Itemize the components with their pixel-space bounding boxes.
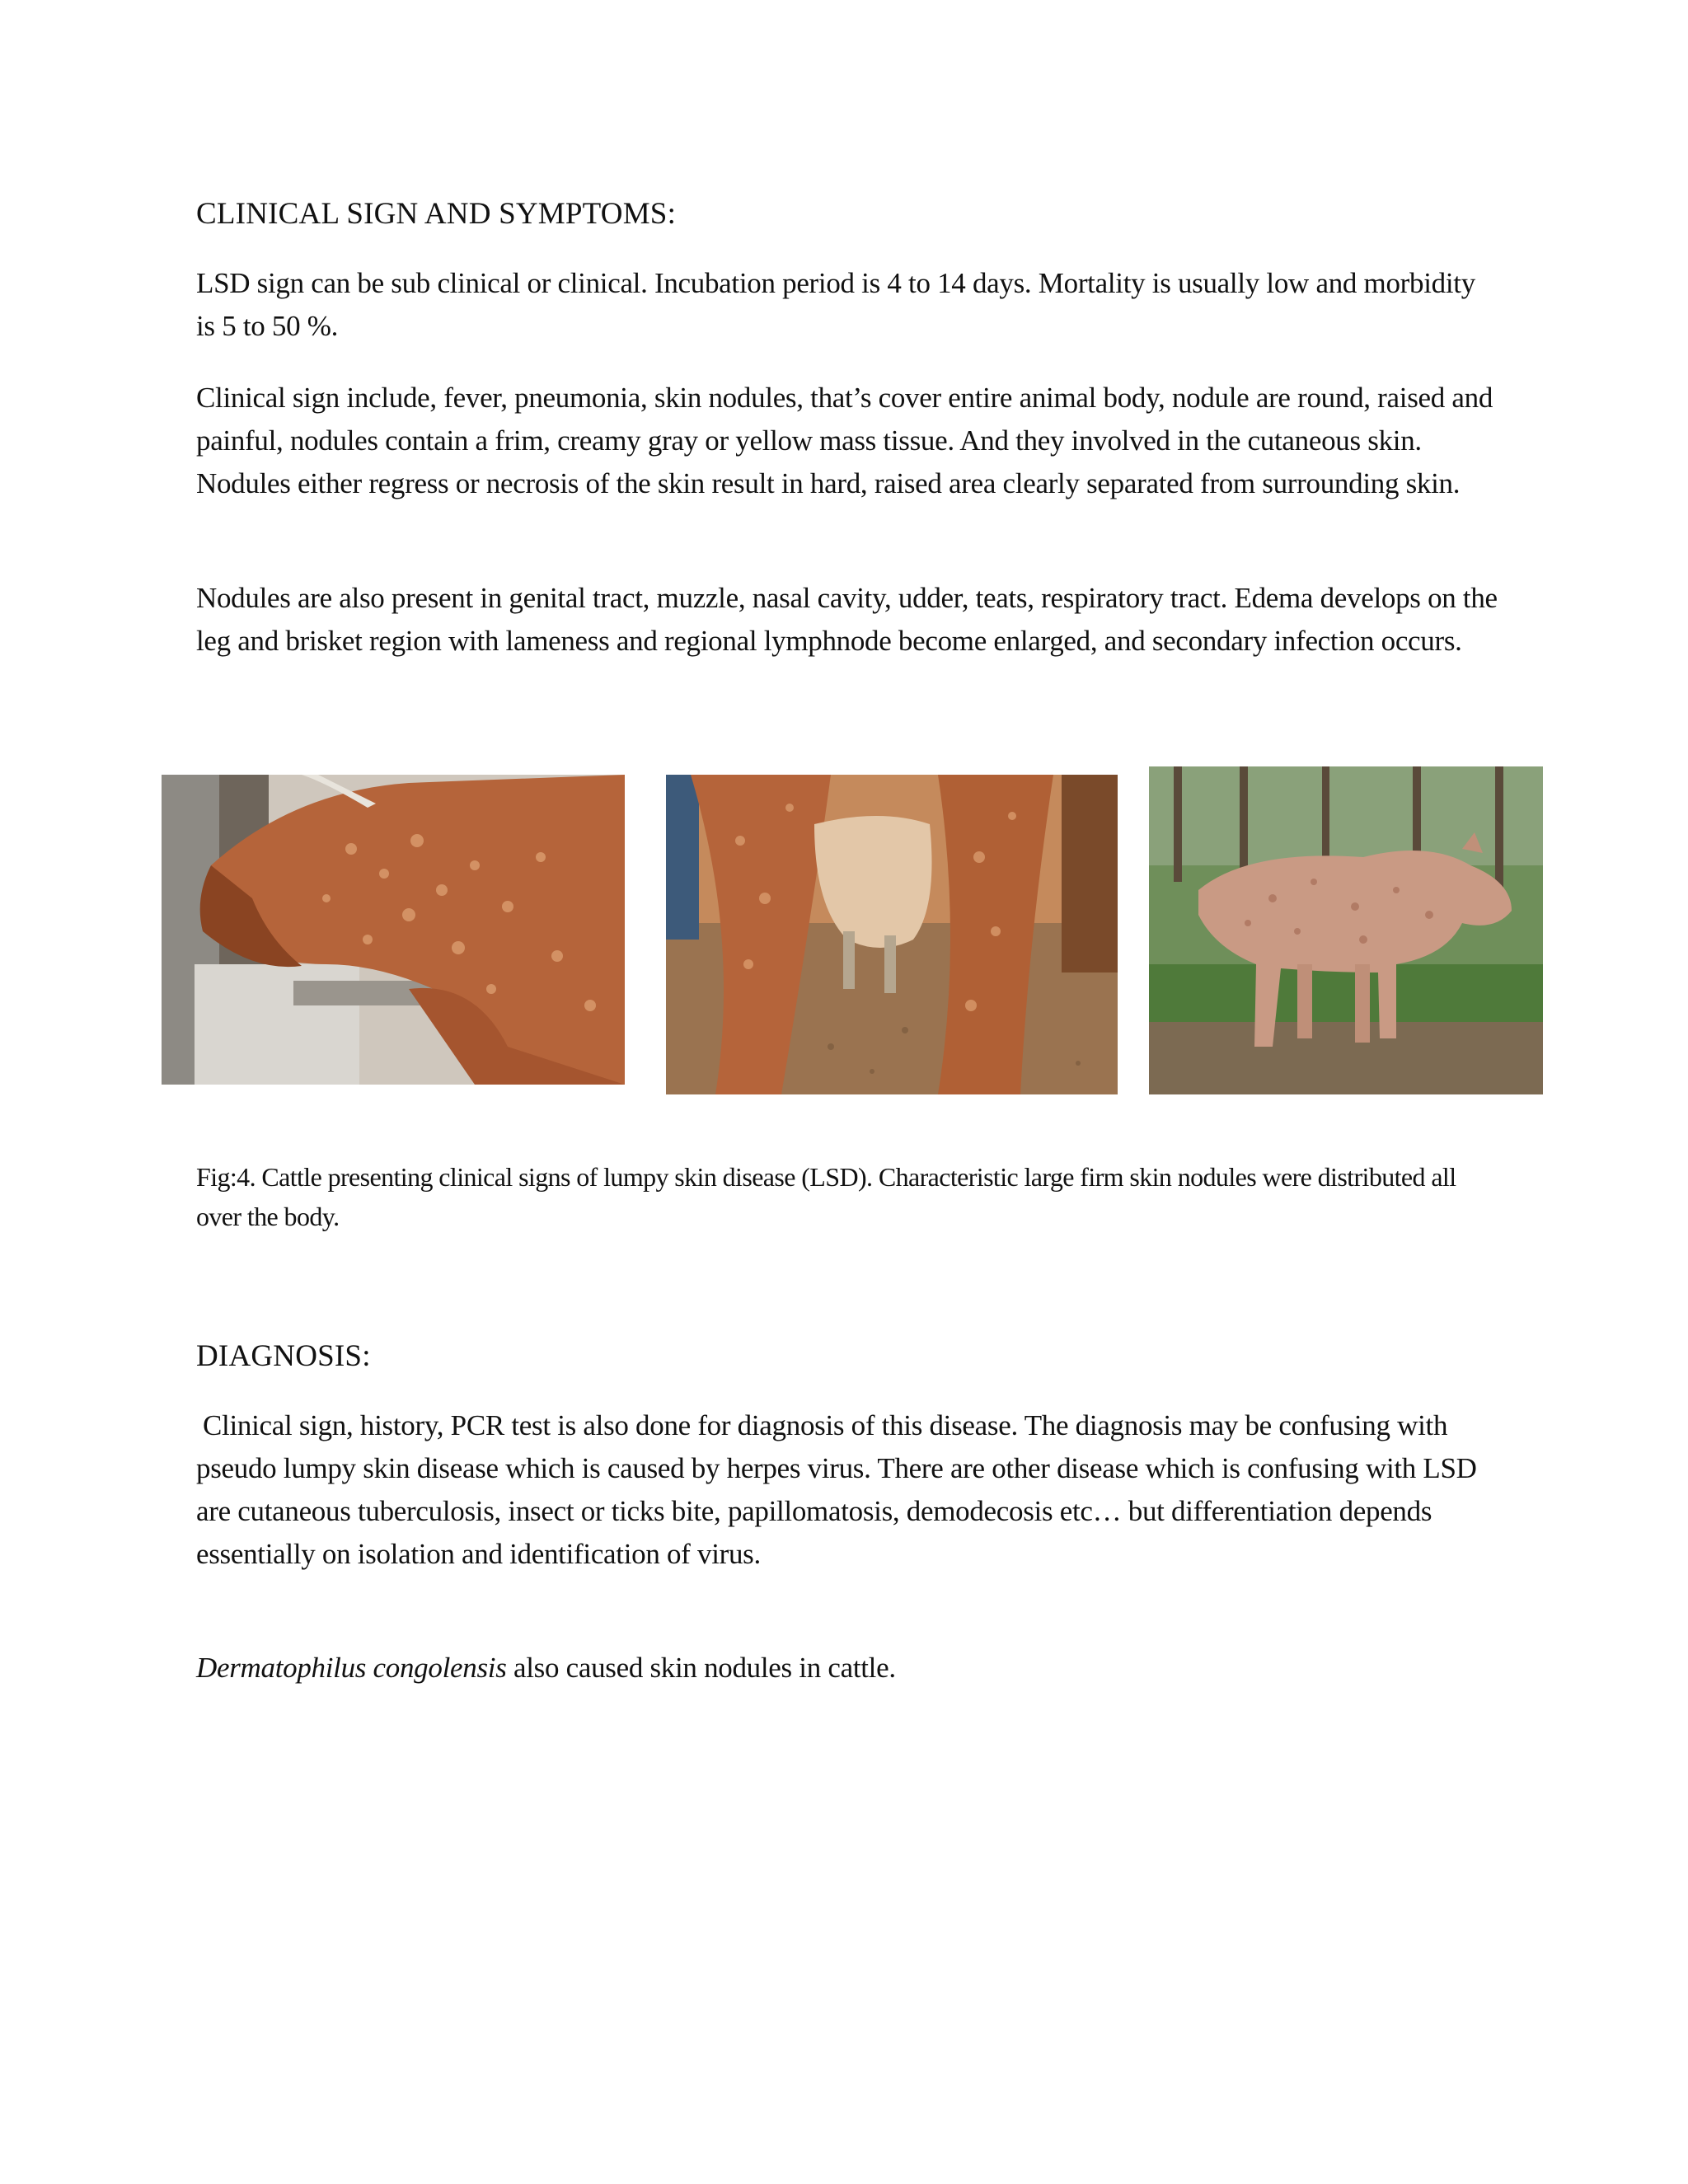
diagnosis-heading: DIAGNOSIS:: [196, 1339, 371, 1373]
clinical-p3-text: Nodules are also present in genital tract, muzzle, nasal cavity, udder, teats, respiratory tract. Edema develops on the leg and brisket region with lameness and regional lymphnode become enlarged, and secondary infection occurs.: [196, 582, 1498, 657]
diagnosis-paragraph-1: [196, 1404, 1498, 1576]
clinical-paragraph-2: [196, 377, 1498, 505]
species-name: Dermatophilus congolensis: [196, 1652, 507, 1684]
clinical-paragraph-3: [196, 577, 1498, 663]
cow-udder-photo: [666, 775, 1118, 1094]
diagnosis-p1-text: Clinical sign, history, PCR test is also done for diagnosis of this disease. The diagnosis may be confusing with pseudo lumpy skin disease which is caused by herpes virus. There are other disease which is confusing with LSD are cutaneous tuberculosis, insect or ticks bite, papillomatosis, demodecosis etc… but differentiation depends essentially on isolation and identification of virus.: [196, 1409, 1477, 1570]
clinical-p1-text: LSD sign can be sub clinical or clinical. Incubation period is 4 to 14 days. Mortality is usually low and morbidity is 5 to 50 %.: [196, 267, 1475, 342]
cow-head-photo: [162, 775, 625, 1085]
clinical-p2-text: Clinical sign include, fever, pneumonia, skin nodules, that’s cover entire animal body, nodule are round, raised and painful, nodules contain a frim, creamy gray or yellow mass tissue. And they involved in the cutaneous skin. Nodules either regress or necrosis of the skin result in hard, raised area clearly separated from surrounding skin.: [196, 382, 1493, 499]
calf-photo: [1149, 766, 1543, 1094]
diagnosis-p2: [196, 1647, 1498, 1690]
clinical-heading: CLINICAL SIGN AND SYMPTOMS:: [196, 197, 677, 231]
figure-caption: Fig:4. Cattle presenting clinical signs of lumpy skin disease (LSD). Characteristic large firm skin nodules were distributed all over the body.: [196, 1162, 1456, 1231]
clinical-paragraph-1: [196, 262, 1498, 348]
diagnosis-paragraph-2: [196, 1647, 1498, 1690]
diagnosis-p2-rest: also caused skin nodules in cattle.: [506, 1652, 896, 1684]
